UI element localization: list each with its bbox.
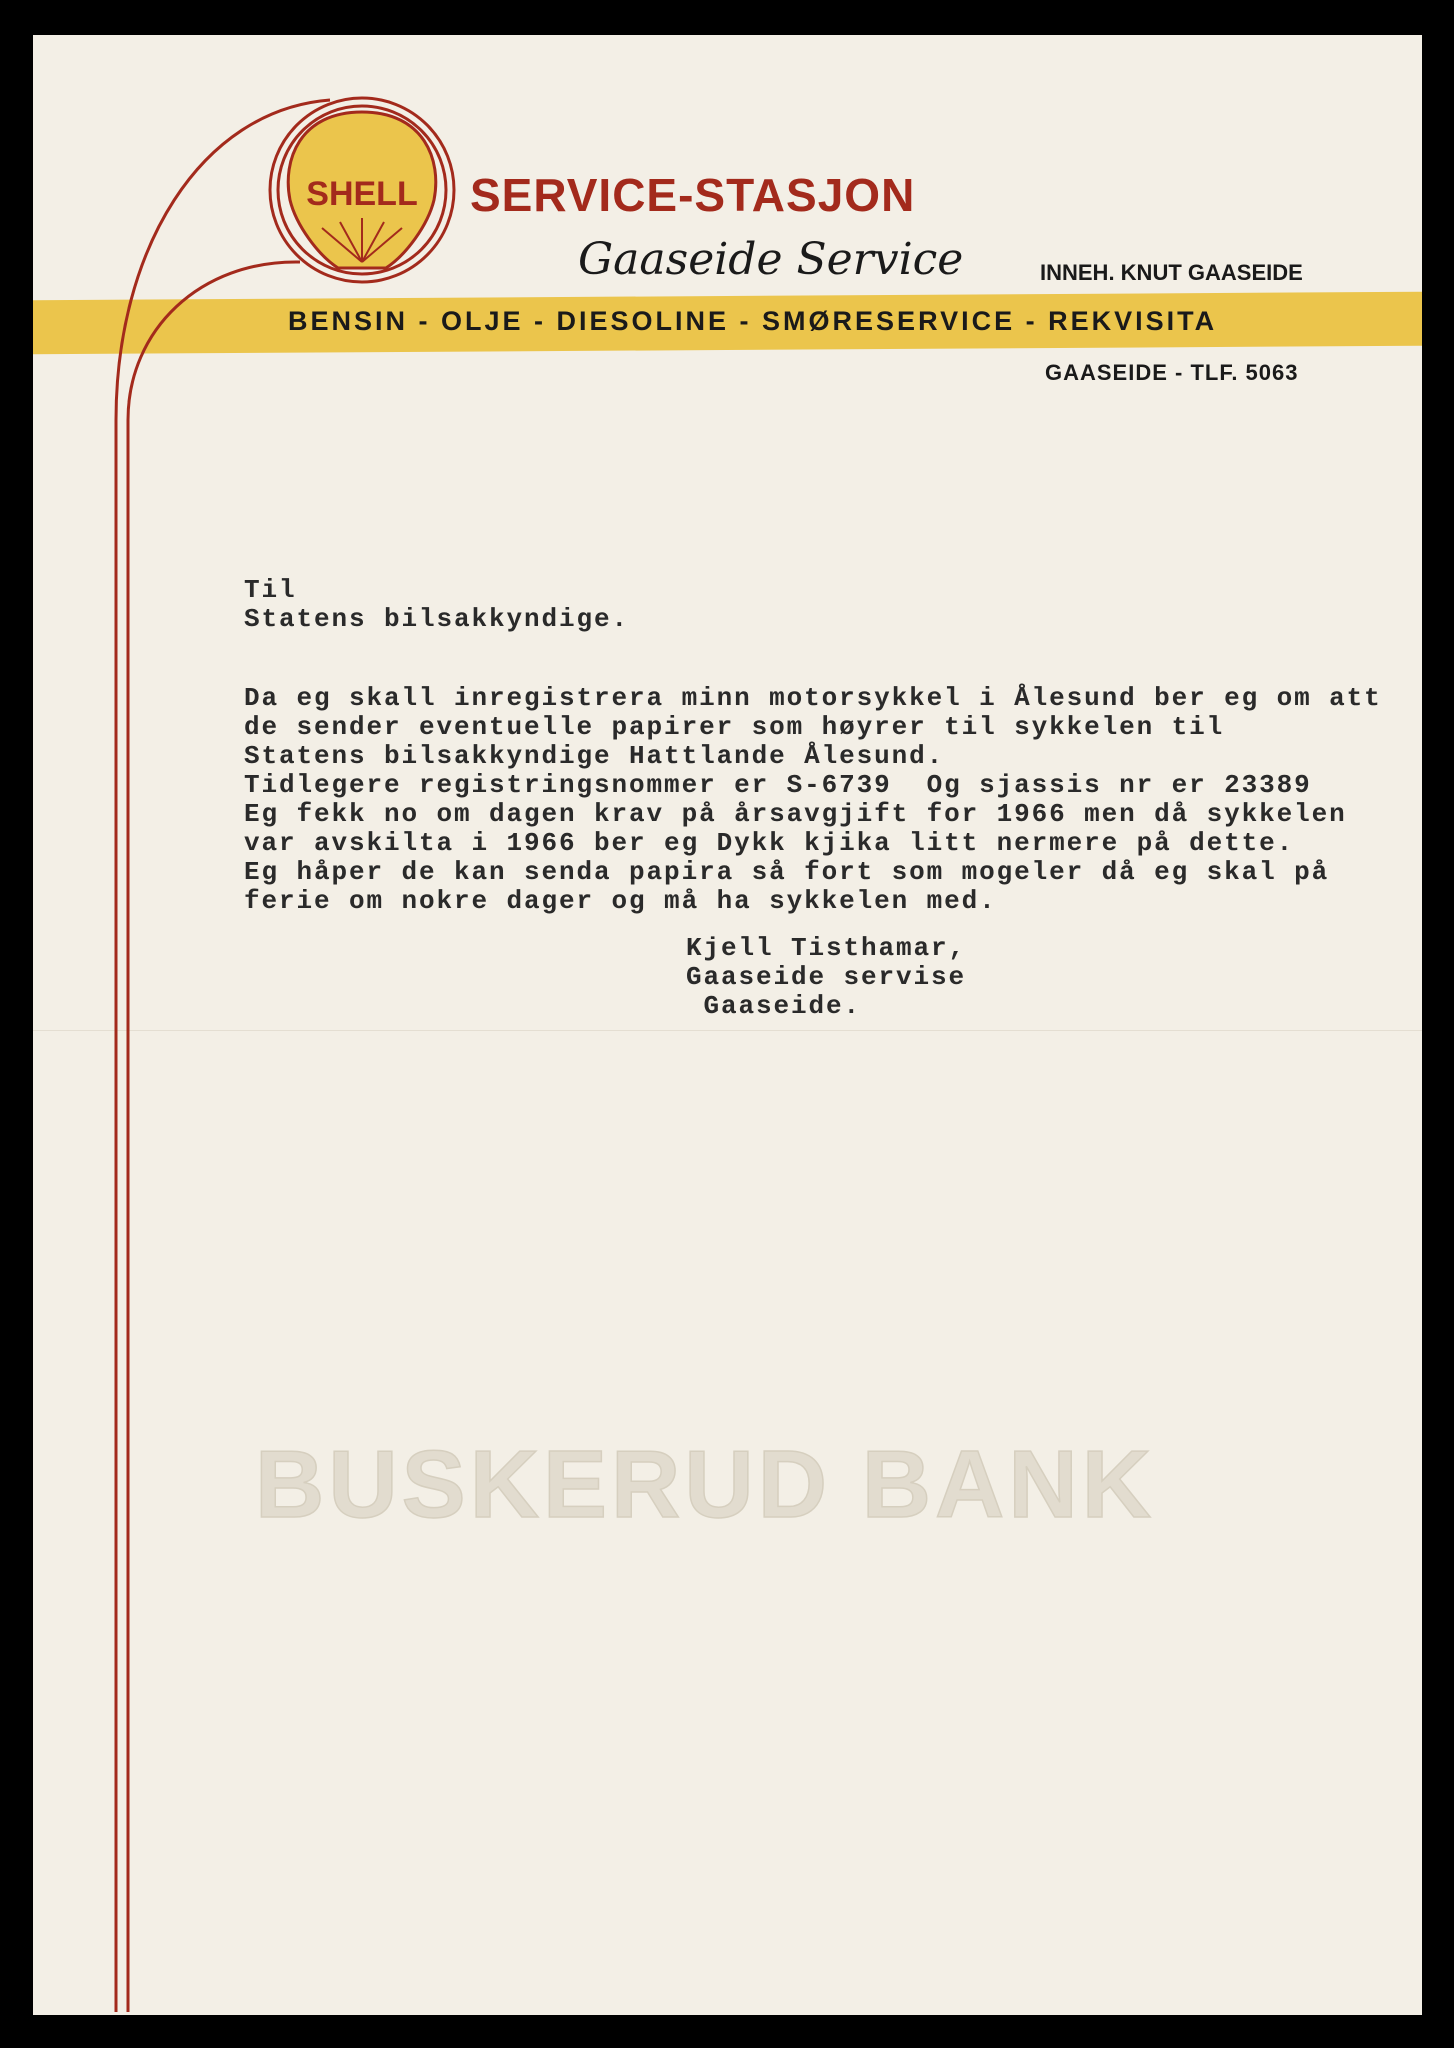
letterhead-title: SERVICE-STASJON — [470, 169, 916, 221]
border-line-icon — [116, 100, 330, 2012]
body-line: ferie om nokre dager og må ha sykkelen med. — [244, 886, 997, 916]
body-line: Da eg skall inregistrera minn motorsykkel i Ålesund ber eg om att — [244, 683, 1382, 713]
body-line: var avskilta i 1966 ber eg Dykk kjika litt nermere på dette. — [244, 828, 1295, 858]
body-line: Eg håper de kan senda papira så fort som mogeler då eg skal på — [244, 857, 1330, 887]
signature-block — [686, 934, 966, 1021]
body-line: Statens bilsakkyndige Hattlande Ålesund. — [244, 741, 945, 771]
products-text: BENSIN - OLJE - DIESOLINE - SMØRESERVICE - REKVISITA — [288, 306, 1218, 336]
watermark: BUSKERUD BANK — [255, 1431, 1156, 1538]
address-phone: GAASEIDE - TLF. 5063 — [1045, 360, 1299, 385]
business-name: Gaaseide Service — [578, 234, 964, 285]
salutation-line: Til — [244, 575, 297, 605]
body-line: Eg fekk no om dagen krav på årsavgjift for 1966 men då sykkelen — [244, 799, 1347, 829]
salutation-line: Statens bilsakkyndige. — [244, 604, 630, 634]
body-line: de sender eventuelle papirer som høyrer til sykkelen til — [244, 712, 1225, 742]
owner-name: INNEH. KNUT GAASEIDE — [1040, 260, 1303, 285]
letter-body — [244, 684, 1382, 916]
body-line: Tidlegere registringsnommer er S-6739 Og sjassis nr er 23389 — [244, 770, 1312, 800]
signature-line: Kjell Tisthamar, — [686, 933, 967, 963]
signature-line: Gaaseide servise — [686, 962, 967, 992]
shell-emblem-icon — [288, 112, 436, 268]
shell-logo-text: SHELL — [306, 175, 418, 213]
salutation — [244, 576, 629, 634]
signature-line: Gaaseide. — [686, 991, 862, 1021]
